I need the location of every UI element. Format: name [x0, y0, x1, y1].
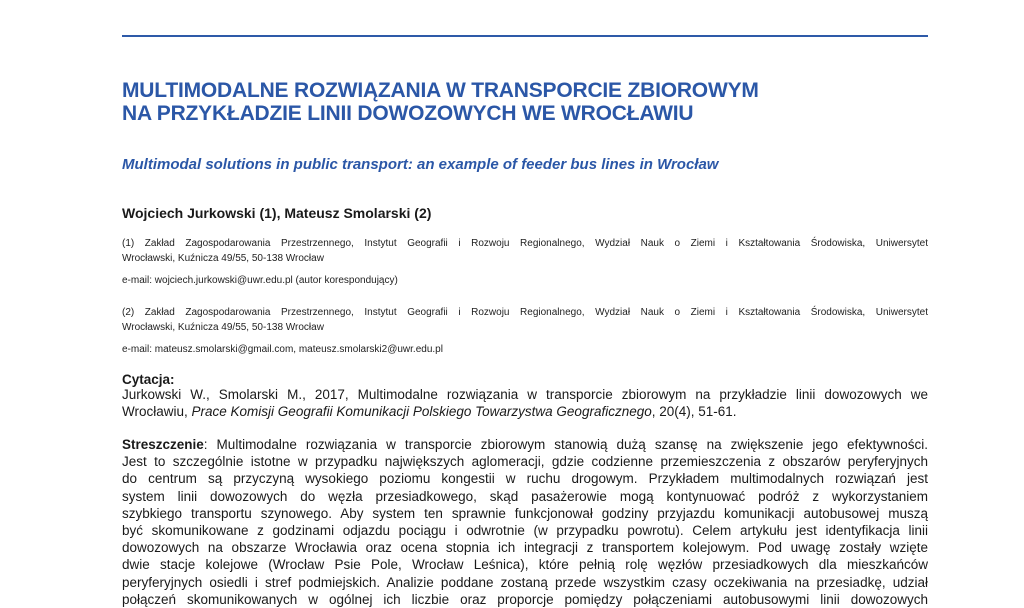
- affiliation-2-line-2: Wrocławski, Kuźnicza 49/55, 50-138 Wrocław: [122, 322, 324, 333]
- abstract-line: do centrum są przyczyną wysokiego poziomu kongestii w ruchu drogowym. Przykładem multimodalnych rozwiązań jest: [122, 471, 928, 487]
- affiliation-2: [122, 305, 928, 335]
- email-2: e-mail: mateusz.smolarski@gmail.com, mateusz.smolarski2@uwr.edu.pl: [122, 344, 443, 355]
- abstract-line: dowozowych na obszarze Wrocławia oraz ocena stopnia ich integracji z transportem kolejowym. Pod uwagę zostały wzięte: [122, 540, 928, 556]
- abstract: [122, 436, 928, 608]
- affiliation-1-line-2: Wrocławski, Kuźnicza 49/55, 50-138 Wrocław: [122, 253, 324, 264]
- citation-line-1: Jurkowski W., Smolarski M., 2017, Multimodalne rozwiązania w transporcie zbiorowym na przykładzie linii dowozowych we: [122, 387, 928, 402]
- affiliation-1: [122, 236, 928, 266]
- abstract-line: [122, 436, 928, 453]
- affiliation-1-line-1: (1) Zakład Zagospodarowania Przestrzennego, Instytut Geografii i Rozwoju Regionalnego, Wydział Nauk o Ziemi i Kształtowania Środowiska, Uniwersytet: [122, 238, 928, 249]
- citation-city: Wrocławiu,: [122, 404, 192, 419]
- citation-text: [122, 386, 928, 420]
- abstract-line: szybkiego transportu szynowego. Aby system ten sprawnie funkcjonował godziny przyjazdu komunikacji autobusowej muszą: [122, 505, 928, 521]
- citation-heading: Cytacja:: [122, 372, 175, 387]
- english-title: Multimodal solutions in public transport: an example of feeder bus lines in Wrocław: [122, 156, 719, 173]
- authors: Wojciech Jurkowski (1), Mateusz Smolarski (2): [122, 205, 432, 221]
- header-rule: [122, 35, 928, 37]
- email-1: e-mail: wojciech.jurkowski@uwr.edu.pl (autor korespondujący): [122, 275, 398, 286]
- abstract-line: peryferyjnych osiedli i stref podmiejskich. Analizie poddane zostaną przede wszystkim czasy oczekiwania na przesiadkę, udział: [122, 574, 928, 590]
- citation-volume: , 20(4), 51-61.: [651, 404, 737, 419]
- abstract-line: dwie stacje kolejowe (Wrocław Psie Pole, Wrocław Leśnica), które pełnią rolę węzłów przesiadkowych dla mieszkańców: [122, 557, 928, 573]
- article-title: [122, 79, 928, 125]
- affiliation-2-line-1: (2) Zakład Zagospodarowania Przestrzennego, Instytut Geografii i Rozwoju Regionalnego, Wydział Nauk o Ziemi i Kształtowania Środowiska, Uniwersytet: [122, 307, 928, 318]
- abstract-line: być skomunikowane z godzinami odjazdu pociągu i odwrotnie (w przypadku powrotu). Celem artykułu jest identyfikacja linii: [122, 523, 928, 539]
- abstract-first-line: : Multimodalne rozwiązania w transporcie zbiorowym stanowią dużą szansę na zwiększenie jego efektywności.: [203, 437, 928, 452]
- abstract-line: system linii dowozowych do węzła przesiadkowego, skąd pasażerowie mogą kontynuować podróż z wykorzystaniem: [122, 488, 928, 504]
- abstract-line: Jest to szczególnie istotne w przypadku największych aglomeracji, gdzie codzienne przemieszczenia z obszarów peryferyjnych: [122, 454, 928, 470]
- citation-journal: Prace Komisji Geografii Komunikacji Polskiego Towarzystwa Geograficznego: [191, 404, 652, 419]
- abstract-line: połączeń skomunikowanych w ogólnej ich liczbie oraz proporcje pomiędzy połączeniami autobusowymi linii dowozowych: [122, 591, 928, 607]
- citation-line-2: [122, 403, 928, 420]
- abstract-label: Streszczenie: [122, 437, 204, 452]
- title-line-2: NA PRZYKŁADZIE LINII DOWOZOWYCH WE WROCŁAWIU: [122, 102, 694, 125]
- title-line-1: MULTIMODALNE ROZWIĄZANIA W TRANSPORCIE ZBIOROWYM: [122, 79, 759, 102]
